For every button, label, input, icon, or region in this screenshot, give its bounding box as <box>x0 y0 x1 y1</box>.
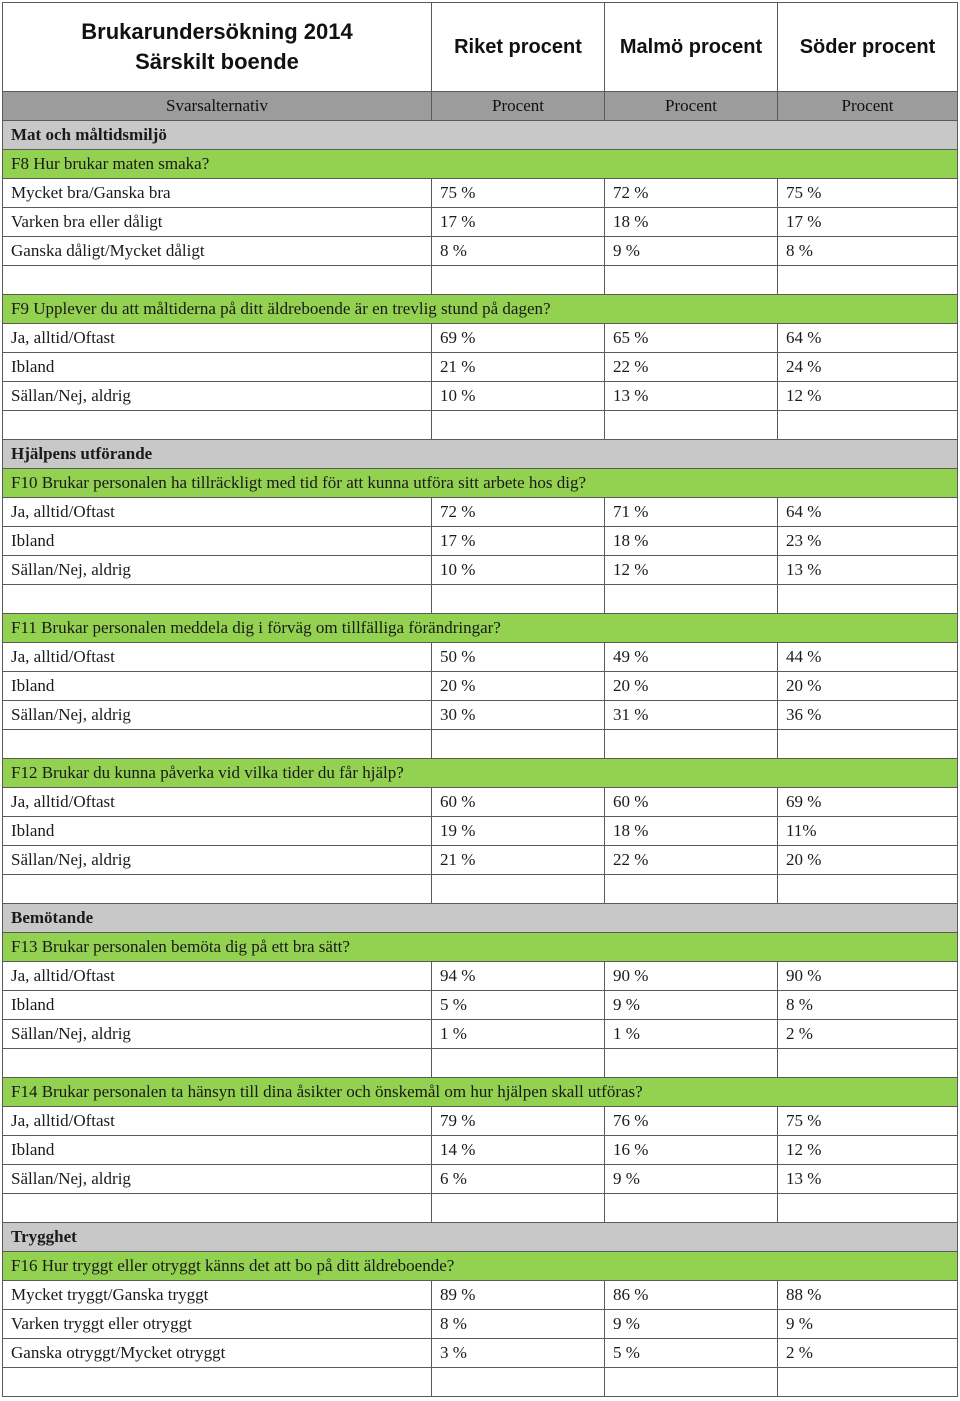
malmo-value: 31 % <box>605 701 778 730</box>
soder-value: 11% <box>778 817 958 846</box>
answer-option: Ibland <box>3 672 432 701</box>
table-row <box>3 527 958 556</box>
empty-cell <box>3 1368 432 1397</box>
soder-value: 88 % <box>778 1281 958 1310</box>
answer-option: Ja, alltid/Oftast <box>3 324 432 353</box>
answer-option: Ja, alltid/Oftast <box>3 643 432 672</box>
table-row <box>3 991 958 1020</box>
riket-value: 3 % <box>432 1339 605 1368</box>
empty-cell <box>3 585 432 614</box>
answer-option: Mycket tryggt/Ganska tryggt <box>3 1281 432 1310</box>
riket-value: 30 % <box>432 701 605 730</box>
question-text: F13 Brukar personalen bemöta dig på ett bra sätt? <box>3 933 958 962</box>
question-row <box>3 469 958 498</box>
subheader-answer: Svarsalternativ <box>3 92 432 121</box>
answer-option: Ja, alltid/Oftast <box>3 788 432 817</box>
malmo-value: 60 % <box>605 788 778 817</box>
empty-cell <box>778 266 958 295</box>
answer-option: Varken bra eller dåligt <box>3 208 432 237</box>
malmo-value: 18 % <box>605 817 778 846</box>
soder-value: 90 % <box>778 962 958 991</box>
spacer-row <box>3 585 958 614</box>
survey-table-body <box>3 3 958 1397</box>
spacer-row <box>3 411 958 440</box>
malmo-value: 5 % <box>605 1339 778 1368</box>
subheader-percent: Procent <box>778 92 958 121</box>
subheader-percent: Procent <box>432 92 605 121</box>
answer-option: Sällan/Nej, aldrig <box>3 1020 432 1049</box>
question-text: F11 Brukar personalen meddela dig i förväg om tillfälliga förändringar? <box>3 614 958 643</box>
malmo-value: 65 % <box>605 324 778 353</box>
empty-cell <box>432 730 605 759</box>
table-row <box>3 556 958 585</box>
riket-value: 60 % <box>432 788 605 817</box>
empty-cell <box>3 1194 432 1223</box>
empty-cell <box>432 1194 605 1223</box>
riket-value: 21 % <box>432 846 605 875</box>
answer-option: Sällan/Nej, aldrig <box>3 701 432 730</box>
empty-cell <box>778 1194 958 1223</box>
table-row <box>3 1281 958 1310</box>
malmo-value: 22 % <box>605 846 778 875</box>
empty-cell <box>778 730 958 759</box>
column-header-riket: Riket procent <box>432 3 605 92</box>
table-row <box>3 1020 958 1049</box>
soder-value: 12 % <box>778 382 958 411</box>
empty-cell <box>605 1194 778 1223</box>
soder-value: 20 % <box>778 672 958 701</box>
answer-option: Ganska dåligt/Mycket dåligt <box>3 237 432 266</box>
malmo-value: 9 % <box>605 1310 778 1339</box>
malmo-value: 49 % <box>605 643 778 672</box>
riket-value: 17 % <box>432 527 605 556</box>
soder-value: 8 % <box>778 991 958 1020</box>
empty-cell <box>778 1049 958 1078</box>
report-title-cell <box>3 3 432 92</box>
table-row <box>3 643 958 672</box>
table-row <box>3 1310 958 1339</box>
spacer-row <box>3 730 958 759</box>
question-text: F12 Brukar du kunna påverka vid vilka tider du får hjälp? <box>3 759 958 788</box>
answer-option: Ibland <box>3 353 432 382</box>
empty-cell <box>605 875 778 904</box>
empty-cell <box>3 1049 432 1078</box>
table-row <box>3 846 958 875</box>
table-row <box>3 1136 958 1165</box>
report-title-line1: Brukarundersökning 2014 <box>81 19 353 44</box>
question-text: F14 Brukar personalen ta hänsyn till dina åsikter och önskemål om hur hjälpen skall utföras? <box>3 1078 958 1107</box>
report-title-line2: Särskilt boende <box>135 49 299 74</box>
answer-option: Varken tryggt eller otryggt <box>3 1310 432 1339</box>
section-title: Hjälpens utförande <box>3 440 958 469</box>
riket-value: 21 % <box>432 353 605 382</box>
table-row <box>3 1339 958 1368</box>
malmo-value: 18 % <box>605 208 778 237</box>
empty-cell <box>605 1049 778 1078</box>
soder-value: 20 % <box>778 846 958 875</box>
soder-value: 23 % <box>778 527 958 556</box>
soder-value: 64 % <box>778 324 958 353</box>
table-row <box>3 353 958 382</box>
answer-option: Ibland <box>3 817 432 846</box>
empty-cell <box>778 411 958 440</box>
malmo-value: 13 % <box>605 382 778 411</box>
soder-value: 44 % <box>778 643 958 672</box>
empty-cell <box>778 585 958 614</box>
question-row <box>3 150 958 179</box>
section-header-row <box>3 440 958 469</box>
empty-cell <box>432 1368 605 1397</box>
soder-value: 12 % <box>778 1136 958 1165</box>
answer-option: Sällan/Nej, aldrig <box>3 382 432 411</box>
question-row <box>3 933 958 962</box>
malmo-value: 16 % <box>605 1136 778 1165</box>
title-row <box>3 3 958 92</box>
riket-value: 1 % <box>432 1020 605 1049</box>
riket-value: 10 % <box>432 382 605 411</box>
empty-cell <box>3 875 432 904</box>
table-row <box>3 179 958 208</box>
riket-value: 69 % <box>432 324 605 353</box>
question-text: F16 Hur tryggt eller otryggt känns det att bo på ditt äldreboende? <box>3 1252 958 1281</box>
answer-option: Ibland <box>3 1136 432 1165</box>
spacer-row <box>3 875 958 904</box>
empty-cell <box>605 266 778 295</box>
table-row <box>3 672 958 701</box>
malmo-value: 18 % <box>605 527 778 556</box>
spacer-row <box>3 1368 958 1397</box>
soder-value: 13 % <box>778 556 958 585</box>
answer-option: Ja, alltid/Oftast <box>3 962 432 991</box>
malmo-value: 12 % <box>605 556 778 585</box>
empty-cell <box>605 585 778 614</box>
malmo-value: 9 % <box>605 237 778 266</box>
empty-cell <box>3 411 432 440</box>
riket-value: 19 % <box>432 817 605 846</box>
soder-value: 8 % <box>778 237 958 266</box>
empty-cell <box>432 411 605 440</box>
malmo-value: 90 % <box>605 962 778 991</box>
spacer-row <box>3 1049 958 1078</box>
question-row <box>3 1252 958 1281</box>
table-row <box>3 208 958 237</box>
table-row <box>3 788 958 817</box>
malmo-value: 1 % <box>605 1020 778 1049</box>
section-header-row <box>3 121 958 150</box>
riket-value: 72 % <box>432 498 605 527</box>
soder-value: 9 % <box>778 1310 958 1339</box>
riket-value: 79 % <box>432 1107 605 1136</box>
answer-option: Ibland <box>3 991 432 1020</box>
answer-option: Ja, alltid/Oftast <box>3 1107 432 1136</box>
soder-value: 24 % <box>778 353 958 382</box>
section-header-row <box>3 1223 958 1252</box>
malmo-value: 20 % <box>605 672 778 701</box>
riket-value: 14 % <box>432 1136 605 1165</box>
malmo-value: 22 % <box>605 353 778 382</box>
answer-option: Mycket bra/Ganska bra <box>3 179 432 208</box>
soder-value: 13 % <box>778 1165 958 1194</box>
section-title: Bemötande <box>3 904 958 933</box>
question-text: F9 Upplever du att måltiderna på ditt äldreboende är en trevlig stund på dagen? <box>3 295 958 324</box>
empty-cell <box>778 875 958 904</box>
empty-cell <box>432 266 605 295</box>
answer-option: Ganska otryggt/Mycket otryggt <box>3 1339 432 1368</box>
riket-value: 8 % <box>432 1310 605 1339</box>
soder-value: 64 % <box>778 498 958 527</box>
riket-value: 17 % <box>432 208 605 237</box>
subheader-row <box>3 92 958 121</box>
malmo-value: 72 % <box>605 179 778 208</box>
subheader-percent: Procent <box>605 92 778 121</box>
riket-value: 8 % <box>432 237 605 266</box>
table-row <box>3 1107 958 1136</box>
column-header-malmo: Malmö procent <box>605 3 778 92</box>
question-row <box>3 759 958 788</box>
question-text: F10 Brukar personalen ha tillräckligt med tid för att kunna utföra sitt arbete hos dig? <box>3 469 958 498</box>
empty-cell <box>432 875 605 904</box>
riket-value: 20 % <box>432 672 605 701</box>
soder-value: 75 % <box>778 179 958 208</box>
soder-value: 2 % <box>778 1339 958 1368</box>
column-header-soder: Söder procent <box>778 3 958 92</box>
spacer-row <box>3 1194 958 1223</box>
soder-value: 75 % <box>778 1107 958 1136</box>
riket-value: 75 % <box>432 179 605 208</box>
riket-value: 5 % <box>432 991 605 1020</box>
survey-table <box>2 2 958 1397</box>
riket-value: 50 % <box>432 643 605 672</box>
empty-cell <box>432 1049 605 1078</box>
report-title <box>3 17 431 77</box>
soder-value: 2 % <box>778 1020 958 1049</box>
malmo-value: 76 % <box>605 1107 778 1136</box>
soder-value: 17 % <box>778 208 958 237</box>
riket-value: 6 % <box>432 1165 605 1194</box>
malmo-value: 71 % <box>605 498 778 527</box>
table-row <box>3 324 958 353</box>
answer-option: Sällan/Nej, aldrig <box>3 556 432 585</box>
empty-cell <box>778 1368 958 1397</box>
riket-value: 89 % <box>432 1281 605 1310</box>
table-row <box>3 1165 958 1194</box>
malmo-value: 9 % <box>605 991 778 1020</box>
table-row <box>3 237 958 266</box>
answer-option: Sällan/Nej, aldrig <box>3 1165 432 1194</box>
empty-cell <box>432 585 605 614</box>
soder-value: 69 % <box>778 788 958 817</box>
empty-cell <box>605 411 778 440</box>
table-row <box>3 701 958 730</box>
table-row <box>3 382 958 411</box>
table-row <box>3 962 958 991</box>
empty-cell <box>3 266 432 295</box>
answer-option: Ja, alltid/Oftast <box>3 498 432 527</box>
question-row <box>3 614 958 643</box>
soder-value: 36 % <box>778 701 958 730</box>
spacer-row <box>3 266 958 295</box>
section-header-row <box>3 904 958 933</box>
question-text: F8 Hur brukar maten smaka? <box>3 150 958 179</box>
riket-value: 10 % <box>432 556 605 585</box>
malmo-value: 86 % <box>605 1281 778 1310</box>
section-title: Mat och måltidsmiljö <box>3 121 958 150</box>
empty-cell <box>605 730 778 759</box>
empty-cell <box>3 730 432 759</box>
riket-value: 94 % <box>432 962 605 991</box>
answer-option: Sällan/Nej, aldrig <box>3 846 432 875</box>
answer-option: Ibland <box>3 527 432 556</box>
table-row <box>3 498 958 527</box>
question-row <box>3 295 958 324</box>
malmo-value: 9 % <box>605 1165 778 1194</box>
question-row <box>3 1078 958 1107</box>
table-row <box>3 817 958 846</box>
empty-cell <box>605 1368 778 1397</box>
section-title: Trygghet <box>3 1223 958 1252</box>
